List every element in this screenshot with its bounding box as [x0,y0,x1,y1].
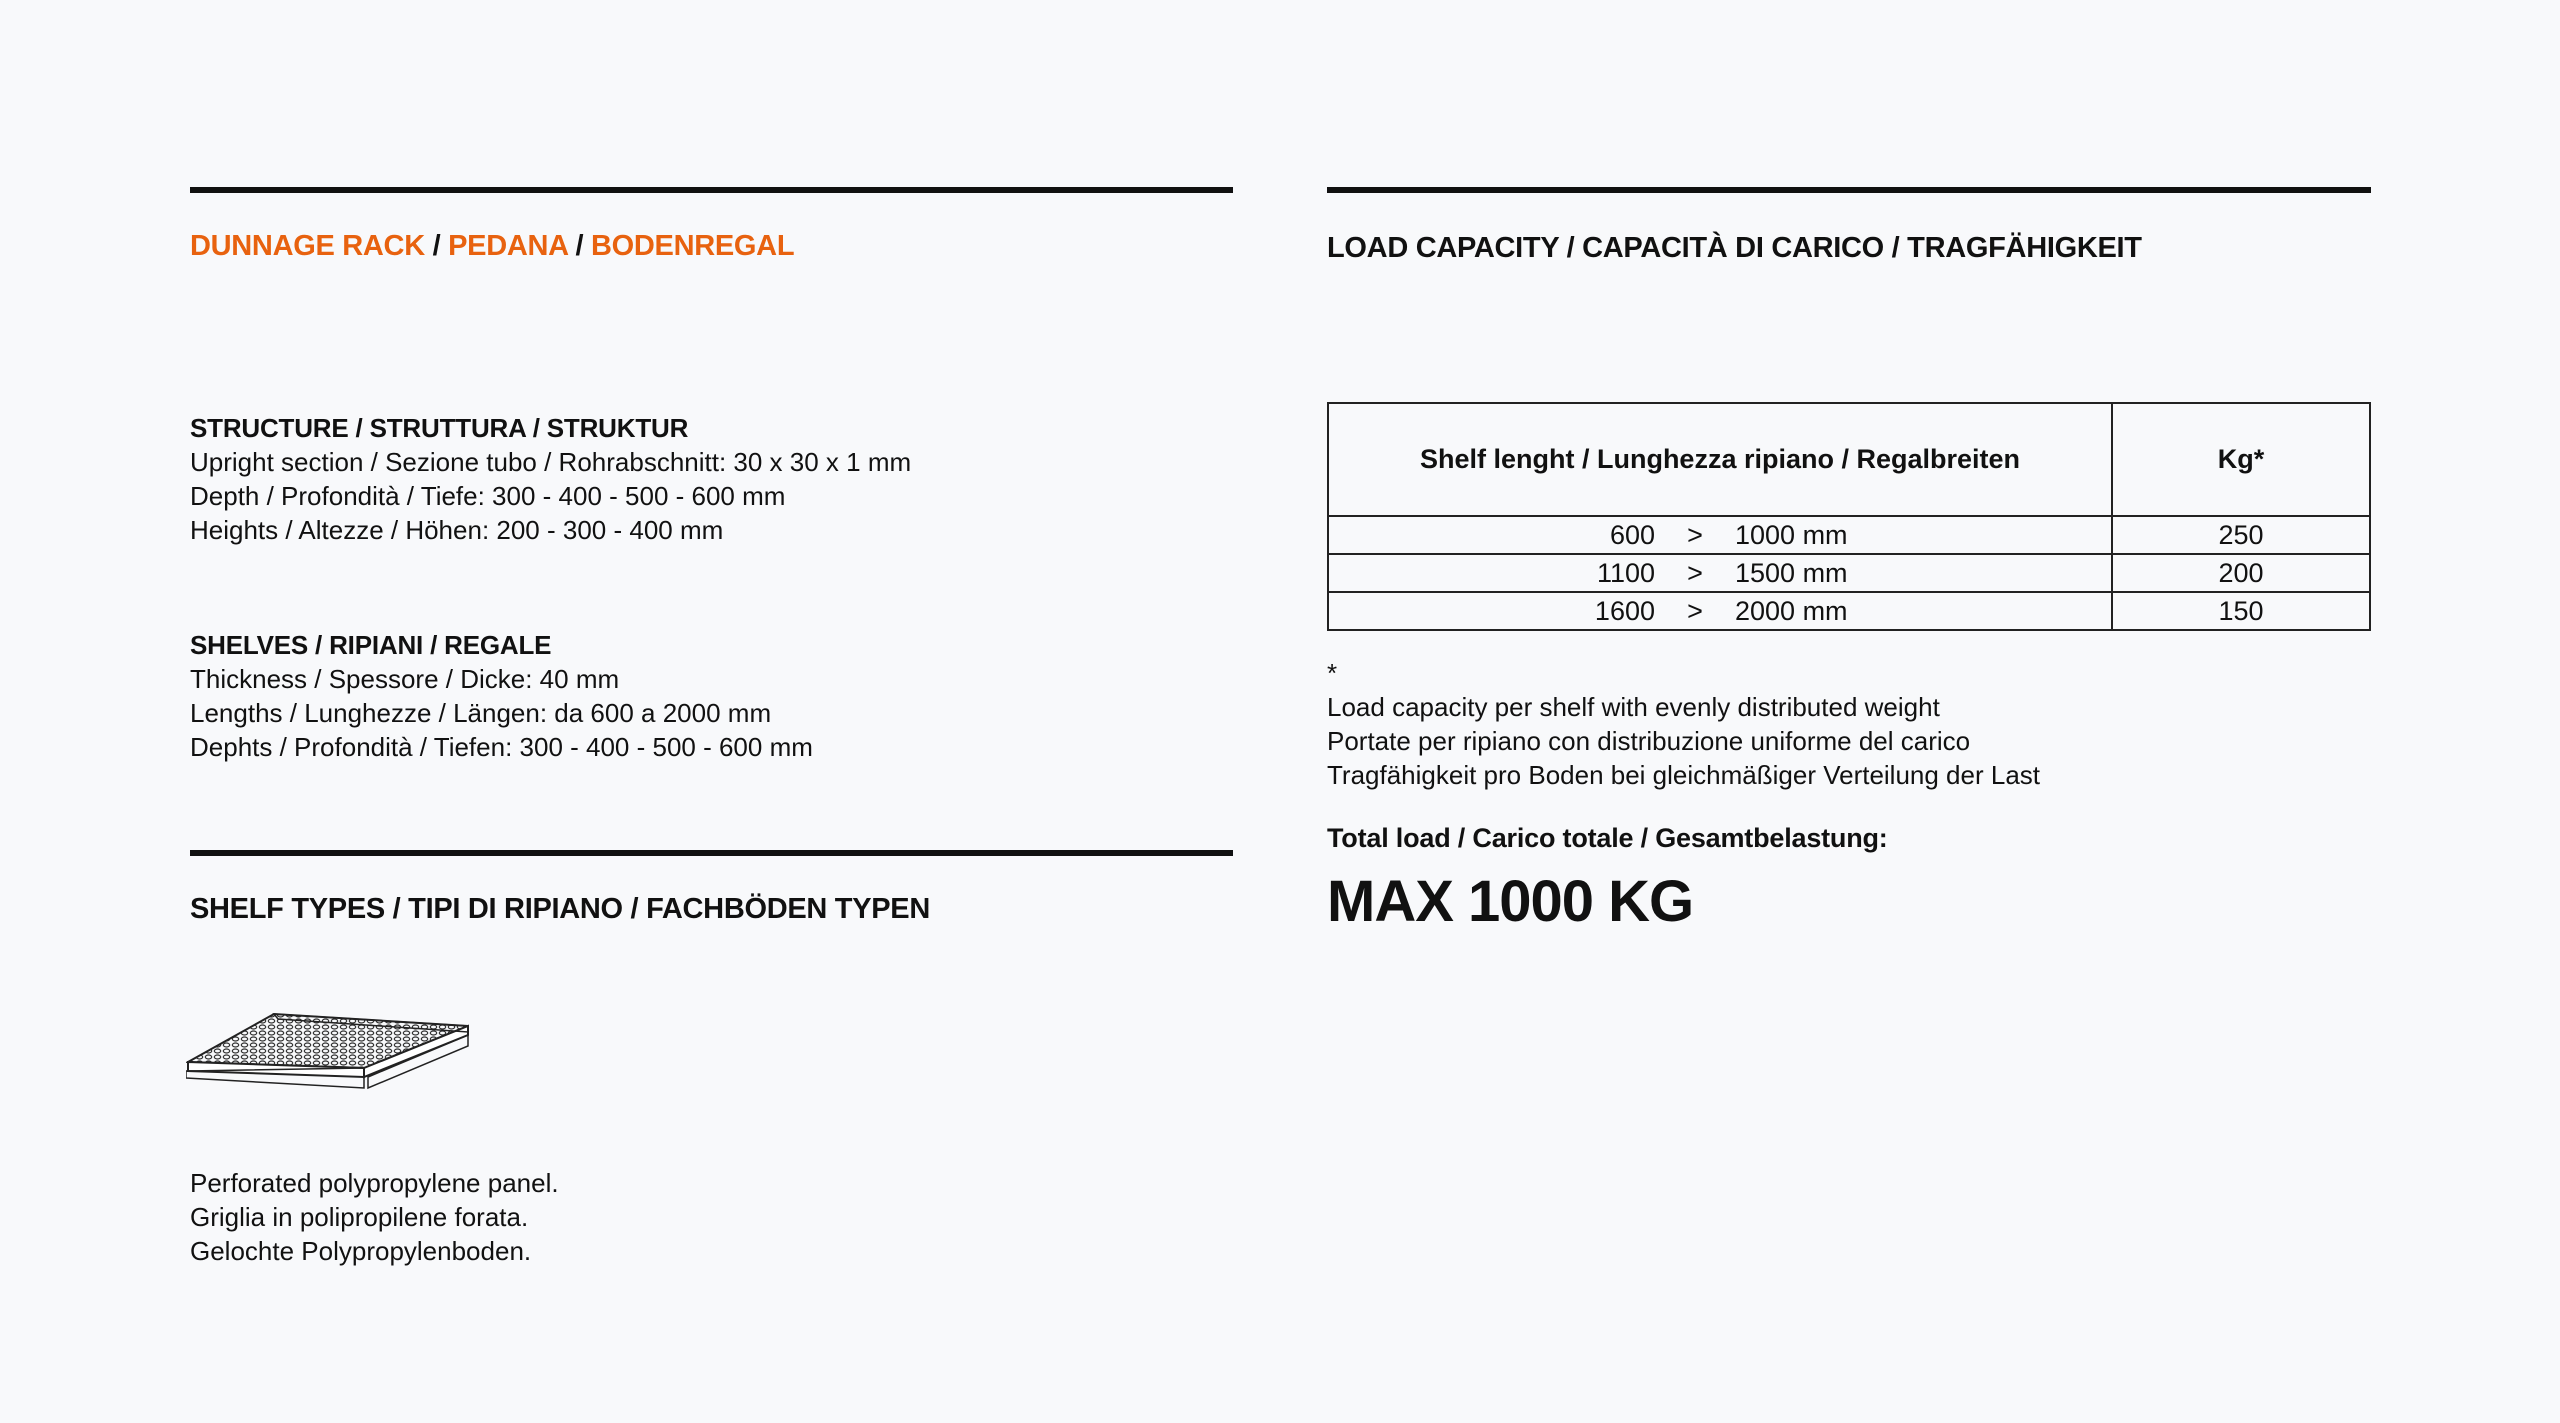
shelves-line: Thickness / Spessore / Dicke: 40 mm [190,664,620,694]
length-to: 1000 mm [1735,519,1848,550]
shelf-types-heading: SHELF TYPES / TIPI DI RIPIANO / FACHBÖDEN TYPEN [190,893,930,925]
product-title-en: DUNNAGE RACK [190,230,425,262]
load-capacity-table [1327,402,2371,631]
load-capacity-title: LOAD CAPACITY / CAPACITÀ DI CARICO / TRAGFÄHIGKEIT [1327,232,2142,264]
structure-line: Heights / Altezze / Höhen: 200 - 300 - 400 mm [190,515,724,545]
kg-cell: 250 [2112,516,2370,554]
kg-cell: 150 [2112,592,2370,630]
range-arrow: > [1687,595,1703,626]
structure-line: Depth / Profondità / Tiefe: 300 - 400 - 500 - 600 mm [190,481,786,511]
shelf-length-cell [1328,592,2112,630]
footnote-line: Tragfähigkeit pro Boden bei gleichmäßiger Verteilung der Last [1327,760,2041,790]
table-row [1328,592,2370,630]
title-separator: / [424,230,449,262]
structure-line: Upright section / Sezione tubo / Rohrabschnitt: 30 x 30 x 1 mm [190,447,912,477]
right-top-divider [1327,187,2371,193]
shelf-types-divider [190,850,1233,856]
shelves-line: Lengths / Lunghezze / Längen: da 600 a 2000 mm [190,698,772,728]
shelves-line: Dephts / Profondità / Tiefen: 300 - 400 - 500 - 600 mm [190,732,813,762]
footnote-line: Load capacity per shelf with evenly distributed weight [1327,692,1940,722]
shelf-length-header: Shelf lenght / Lunghezza ripiano / Regalbreiten [1328,403,2112,516]
length-from: 1600 [1594,595,1655,626]
shelf-length-cell [1328,516,2112,554]
footnote-mark: * [1327,658,1338,688]
shelf-length-cell [1328,554,2112,592]
shelf-type-description [190,1166,559,1268]
table-row [1328,516,2370,554]
shelves-heading: SHELVES / RIPIANI / REGALE [190,630,552,660]
perforated-shelf-icon [186,1012,471,1094]
product-title-it: PEDANA [448,230,568,262]
range-arrow: > [1687,519,1703,550]
length-to: 1500 mm [1735,557,1848,588]
range-arrow: > [1687,557,1703,588]
left-top-divider [190,187,1233,193]
product-title-de: BODENREGAL [591,230,795,262]
total-load-label: Total load / Carico totale / Gesamtbelastung: [1327,823,1888,853]
kg-cell: 200 [2112,554,2370,592]
length-from: 600 [1609,519,1655,550]
footnote [1327,656,2040,792]
table-row [1328,554,2370,592]
shelf-type-line: Perforated polypropylene panel. [190,1168,559,1198]
title-separator: / [567,230,591,262]
footnote-line: Portate per ripiano con distribuzione uniforme del carico [1327,726,1971,756]
product-title [190,230,794,263]
total-load-value: MAX 1000 KG [1327,869,1694,934]
structure-section [190,411,911,547]
kg-header: Kg* [2112,403,2370,516]
shelf-type-line: Griglia in polipropilene forata. [190,1202,529,1232]
shelves-section [190,628,813,764]
length-to: 2000 mm [1735,595,1848,626]
structure-heading: STRUCTURE / STRUTTURA / STRUKTUR [190,413,689,443]
table-header-row [1328,403,2370,516]
length-from: 1100 [1596,557,1655,588]
shelf-type-line: Gelochte Polypropylenboden. [190,1236,532,1266]
